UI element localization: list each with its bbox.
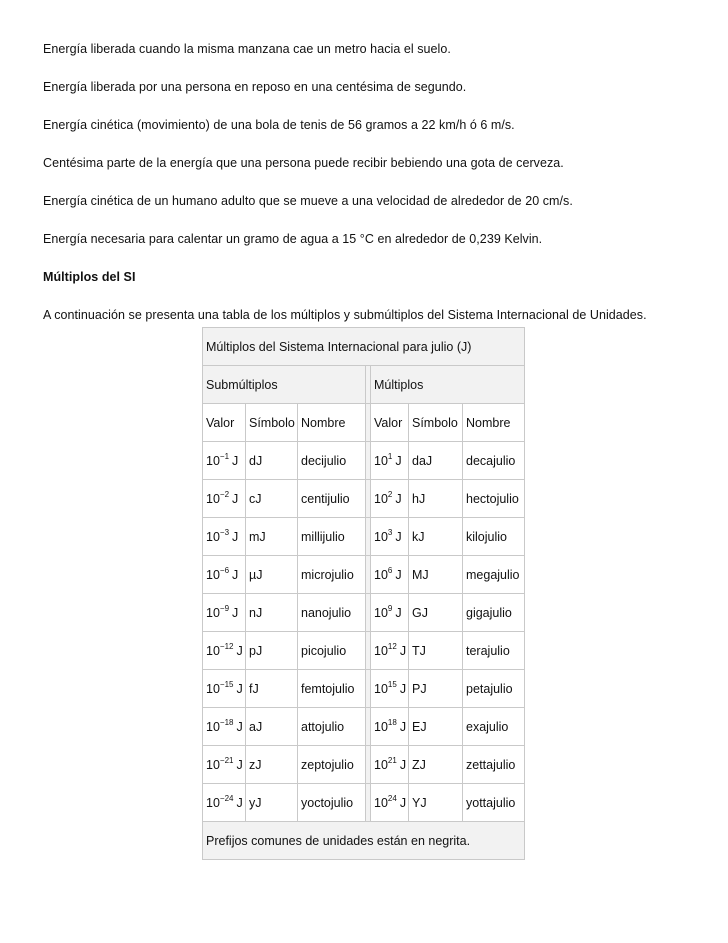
paragraph-water-heat: Energía necesaria para calentar un gramo de agua a 15 °C en alrededor de 0,239 Kelvin. (43, 232, 543, 246)
sub-value: $10^{-12}$ J (203, 632, 246, 670)
sub-name: millijulio (298, 518, 366, 556)
mul-name: exajulio (463, 708, 525, 746)
paragraph-apple-fall: Energía liberada cuando la misma manzana cae un metro hacia el suelo. (43, 42, 451, 56)
sub-value: $10^{-1}$ J (203, 442, 246, 480)
table-row (203, 784, 525, 822)
sub-name: decijulio (298, 442, 366, 480)
mul-col-simbolo: Símbolo (409, 404, 463, 442)
sub-value: $10^{-15}$ J (203, 670, 246, 708)
sub-col-simbolo: Símbolo (246, 404, 298, 442)
sub-name: zeptojulio (298, 746, 366, 784)
mul-value-exponent: 12 (387, 641, 397, 651)
sub-symbol: µJ (246, 556, 298, 594)
sub-value: $10^{-9}$ J (203, 594, 246, 632)
table-row (203, 746, 525, 784)
sub-value-exponent: −3 (219, 527, 230, 537)
section-heading: Múltiplos del SI (43, 270, 136, 284)
sub-value-unit: J (232, 567, 239, 582)
mul-value-unit: J (395, 605, 402, 620)
sub-value-exponent: −2 (219, 489, 230, 499)
mul-symbol: EJ (409, 708, 463, 746)
mul-symbol: MJ (409, 556, 463, 594)
mul-value-unit: J (395, 453, 402, 468)
sub-value-unit: J (236, 757, 243, 772)
mul-value: $10^{15}$ J (371, 670, 409, 708)
sub-symbol: aJ (246, 708, 298, 746)
sub-value-unit: J (232, 605, 239, 620)
mul-name: zettajulio (463, 746, 525, 784)
mul-name: megajulio (463, 556, 525, 594)
mul-value-exponent: 9 (387, 603, 393, 613)
table-row (203, 594, 525, 632)
sub-value-exponent: −18 (219, 717, 234, 727)
sub-symbol: pJ (246, 632, 298, 670)
mul-value: $10^{12}$ J (371, 632, 409, 670)
sub-value-exponent: −1 (219, 451, 230, 461)
mul-value: $10^3$ J (371, 518, 409, 556)
table-row (203, 518, 525, 556)
sub-value: $10^{-2}$ J (203, 480, 246, 518)
mul-value-unit: J (399, 719, 407, 734)
table-row (203, 480, 525, 518)
mul-value: $10^{24}$ J (371, 784, 409, 822)
sub-value: $10^{-21}$ J (203, 746, 246, 784)
mul-value-exponent: 18 (387, 717, 397, 727)
sub-value-unit: J (236, 681, 243, 696)
sub-symbol: cJ (246, 480, 298, 518)
mul-value-unit: J (395, 491, 402, 506)
submultiples-header: Submúltiplos (203, 366, 366, 404)
mul-value-unit: J (395, 529, 402, 544)
mul-value-exponent: 24 (387, 793, 397, 803)
sub-value: $10^{-18}$ J (203, 708, 246, 746)
paragraph-tennis-ball: Energía cinética (movimiento) de una bola de tenis de 56 gramos a 22 km/h ó 6 m/s. (43, 118, 515, 132)
table-row (203, 708, 525, 746)
paragraph-adult-human: Energía cinética de un humano adulto que se mueve a una velocidad de alrededor de 20 cm/s. (43, 194, 573, 208)
sub-value-unit: J (232, 529, 239, 544)
table-footer-note: Prefijos comunes de unidades están en negrita. (203, 822, 525, 860)
mul-value-exponent: 15 (387, 679, 397, 689)
mul-col-nombre: Nombre (463, 404, 525, 442)
sub-col-valor: Valor (203, 404, 246, 442)
sub-name: yoctojulio (298, 784, 366, 822)
mul-value-unit: J (399, 795, 407, 810)
mul-value: $10^9$ J (371, 594, 409, 632)
sub-value: $10^{-3}$ J (203, 518, 246, 556)
mul-name: kilojulio (463, 518, 525, 556)
mul-value-unit: J (399, 757, 407, 772)
sub-col-nombre: Nombre (298, 404, 366, 442)
table-row (203, 556, 525, 594)
table-title: Múltiplos del Sistema Internacional para julio (J) (203, 328, 525, 366)
sub-symbol: dJ (246, 442, 298, 480)
table-row (203, 442, 525, 480)
mul-value-exponent: 21 (387, 755, 397, 765)
mul-symbol: PJ (409, 670, 463, 708)
mul-symbol: ZJ (409, 746, 463, 784)
sub-value-unit: J (232, 491, 239, 506)
sub-name: centijulio (298, 480, 366, 518)
mul-value-exponent: 1 (387, 451, 393, 461)
sub-value-exponent: −6 (219, 565, 230, 575)
mul-col-valor: Valor (371, 404, 409, 442)
sub-name: attojulio (298, 708, 366, 746)
mul-name: terajulio (463, 632, 525, 670)
mul-value-exponent: 2 (387, 489, 393, 499)
mul-symbol: daJ (409, 442, 463, 480)
mul-name: yottajulio (463, 784, 525, 822)
intro-paragraph: A continuación se presenta una tabla de los múltiplos y submúltiplos del Sistema Internacional de Unidades. (43, 308, 647, 322)
mul-value: $10^{18}$ J (371, 708, 409, 746)
mul-symbol: hJ (409, 480, 463, 518)
sub-value-exponent: −21 (219, 755, 234, 765)
mul-value: $10^{21}$ J (371, 746, 409, 784)
mul-value-unit: J (399, 643, 407, 658)
paragraph-beer-drop: Centésima parte de la energía que una persona puede recibir bebiendo una gota de cerveza. (43, 156, 564, 170)
sub-value-unit: J (232, 453, 239, 468)
mul-value: $10^2$ J (371, 480, 409, 518)
mul-value-exponent: 3 (387, 527, 393, 537)
mul-symbol: TJ (409, 632, 463, 670)
mul-symbol: YJ (409, 784, 463, 822)
table-row (203, 670, 525, 708)
sub-value-exponent: −24 (219, 793, 234, 803)
sub-value-unit: J (236, 719, 243, 734)
sub-value-unit: J (236, 643, 243, 658)
table-row (203, 632, 525, 670)
sub-name: nanojulio (298, 594, 366, 632)
sub-value-unit: J (236, 795, 243, 810)
sub-value-exponent: −9 (219, 603, 230, 613)
mul-value-exponent: 6 (387, 565, 393, 575)
sub-symbol: fJ (246, 670, 298, 708)
paragraph-person-rest: Energía liberada por una persona en reposo en una centésima de segundo. (43, 80, 467, 94)
mul-symbol: GJ (409, 594, 463, 632)
sub-value: $10^{-24}$ J (203, 784, 246, 822)
mul-value-unit: J (399, 681, 407, 696)
mul-name: hectojulio (463, 480, 525, 518)
sub-value-exponent: −12 (219, 641, 234, 651)
si-multiples-table-container (202, 327, 524, 860)
mul-name: petajulio (463, 670, 525, 708)
sub-symbol: mJ (246, 518, 298, 556)
mul-value-unit: J (395, 567, 402, 582)
mul-symbol: kJ (409, 518, 463, 556)
sub-name: femtojulio (298, 670, 366, 708)
sub-symbol: nJ (246, 594, 298, 632)
mul-value: $10^6$ J (371, 556, 409, 594)
sub-name: picojulio (298, 632, 366, 670)
mul-name: decajulio (463, 442, 525, 480)
sub-symbol: yJ (246, 784, 298, 822)
si-multiples-table (202, 327, 525, 860)
sub-value: $10^{-6}$ J (203, 556, 246, 594)
mul-value: $10^1$ J (371, 442, 409, 480)
multiples-header: Múltiplos (371, 366, 525, 404)
sub-name: microjulio (298, 556, 366, 594)
sub-symbol: zJ (246, 746, 298, 784)
mul-name: gigajulio (463, 594, 525, 632)
sub-value-exponent: −15 (219, 679, 234, 689)
